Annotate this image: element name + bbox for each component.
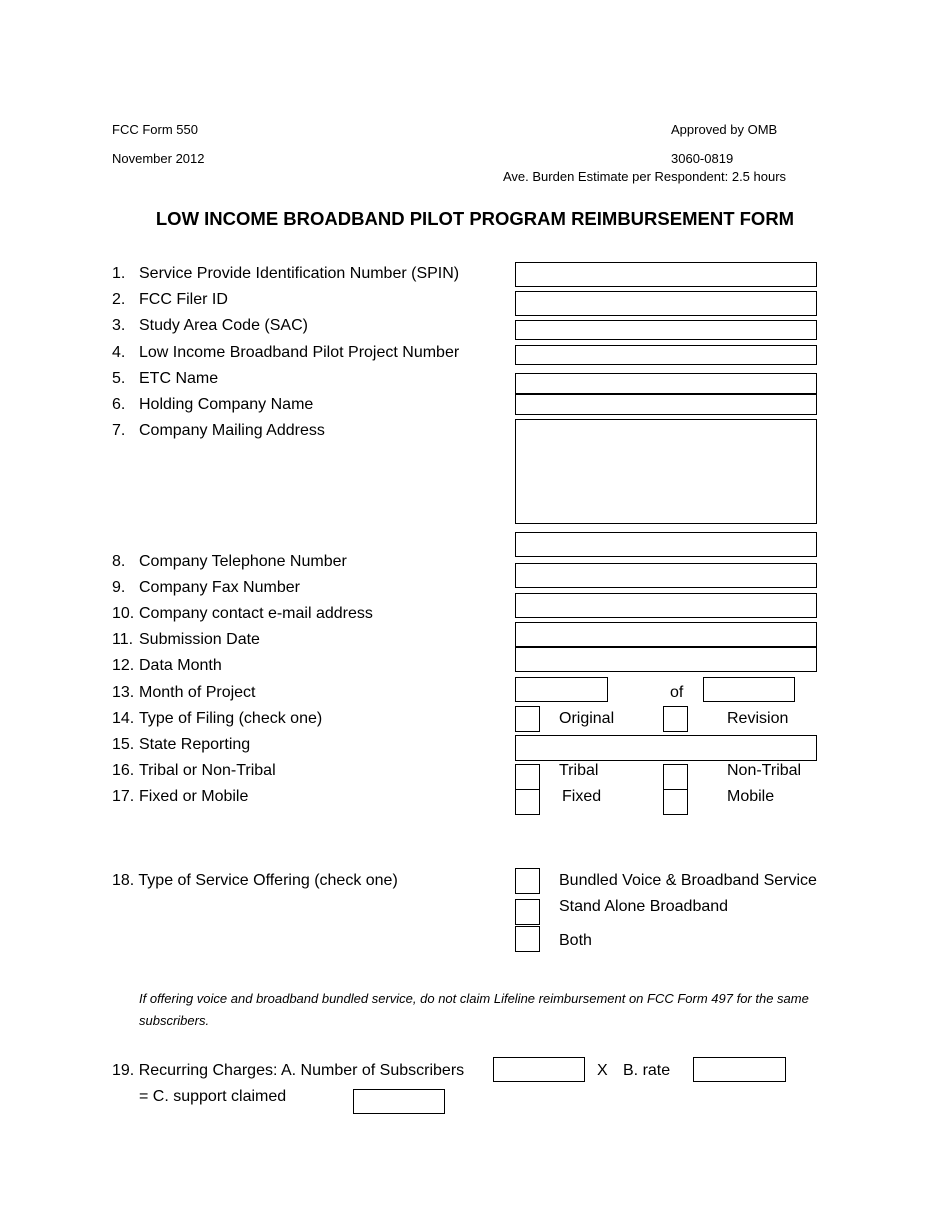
item-label-data-month: 12. Data Month [112,657,222,674]
item-label-spin: 1. Service Provide Identification Number (SPIN) [112,265,460,282]
sac-input[interactable] [515,320,817,340]
bundled-checkbox[interactable] [515,868,540,894]
item-label-etc-name: 5. ETC Name [112,370,219,387]
omb-approval: Approved by OMB [671,122,778,137]
spin-input[interactable] [515,262,817,287]
item-label-tribal: 16. Tribal or Non-Tribal [112,762,276,779]
form-title: LOW INCOME BROADBAND PILOT PROGRAM REIMBURSEMENT FORM [155,208,795,229]
stand-alone-label: Stand Alone Broadband [559,898,729,915]
original-label: Original [559,710,615,727]
fax-input[interactable] [515,563,817,588]
tribal-checkbox[interactable] [515,764,540,790]
non-tribal-checkbox[interactable] [663,764,688,790]
item-label-mailing-address: 7. Company Mailing Address [112,422,325,439]
bundled-label: Bundled Voice & Broadband Service [559,872,817,889]
fixed-checkbox[interactable] [515,789,540,815]
rate-input[interactable] [693,1057,786,1082]
form-date: November 2012 [112,151,205,166]
total-months-input[interactable] [703,677,795,702]
item-label-filer-id: 2. FCC Filer ID [112,291,228,308]
email-input[interactable] [515,593,817,618]
both-checkbox[interactable] [515,926,540,952]
submission-date-input[interactable] [515,622,817,647]
both-label: Both [559,932,592,949]
support-claimed-input[interactable] [353,1089,445,1114]
item-label-submission-date: 11. Submission Date [112,631,260,648]
project-number-input[interactable] [515,345,817,365]
month-of-project-input[interactable] [515,677,608,702]
item-label-fixed-mobile: 17. Fixed or Mobile [112,788,249,805]
mobile-checkbox[interactable] [663,789,688,815]
item-label-email: 10. Company contact e-mail address [112,605,373,622]
bundled-service-note: If offering voice and broadband bundled service, do not claim Lifeline reimbursement on FCC Form 497 for the same subscribers. [139,991,809,1028]
stand-alone-checkbox[interactable] [515,899,540,925]
original-checkbox[interactable] [515,706,540,732]
times-sign: X [597,1062,608,1079]
item-label-filing-type: 14. Type of Filing (check one) [112,710,323,727]
rate-label: B. rate [623,1062,671,1079]
holding-company-input[interactable] [515,394,817,415]
telephone-input[interactable] [515,532,817,557]
recurring-charges-label: 19. Recurring Charges: A. Number of Subscribers [112,1062,465,1079]
service-offering-label: 18. Type of Service Offering (check one) [112,872,398,889]
item-label-fax: 9. Company Fax Number [112,579,300,596]
subscribers-input[interactable] [493,1057,585,1082]
non-tribal-label: Non-Tribal [727,762,802,779]
form-id: FCC Form 550 [112,122,198,137]
item-label-sac: 3. Study Area Code (SAC) [112,317,308,334]
filer-id-input[interactable] [515,291,817,316]
burden-estimate: Ave. Burden Estimate per Respondent: 2.5 hours [503,169,787,184]
revision-checkbox[interactable] [663,706,688,732]
mailing-address-input[interactable] [515,419,817,524]
item-label-telephone: 8. Company Telephone Number [112,553,347,570]
etc-name-input[interactable] [515,373,817,394]
revision-label: Revision [727,710,789,727]
fixed-label: Fixed [562,788,602,805]
item-label-month-of-project: 13. Month of Project [112,684,256,701]
support-claimed-label: = C. support claimed [139,1088,287,1105]
mobile-label: Mobile [727,788,775,805]
tribal-label: Tribal [559,762,599,779]
item-label-holding-company: 6. Holding Company Name [112,396,314,413]
month-of-label: of [670,684,684,701]
omb-number: 3060-0819 [671,151,734,166]
data-month-input[interactable] [515,647,817,672]
item-label-state-reporting: 15. State Reporting [112,736,251,753]
item-label-project-number: 4. Low Income Broadband Pilot Project Number [112,344,460,361]
state-reporting-input[interactable] [515,735,817,761]
